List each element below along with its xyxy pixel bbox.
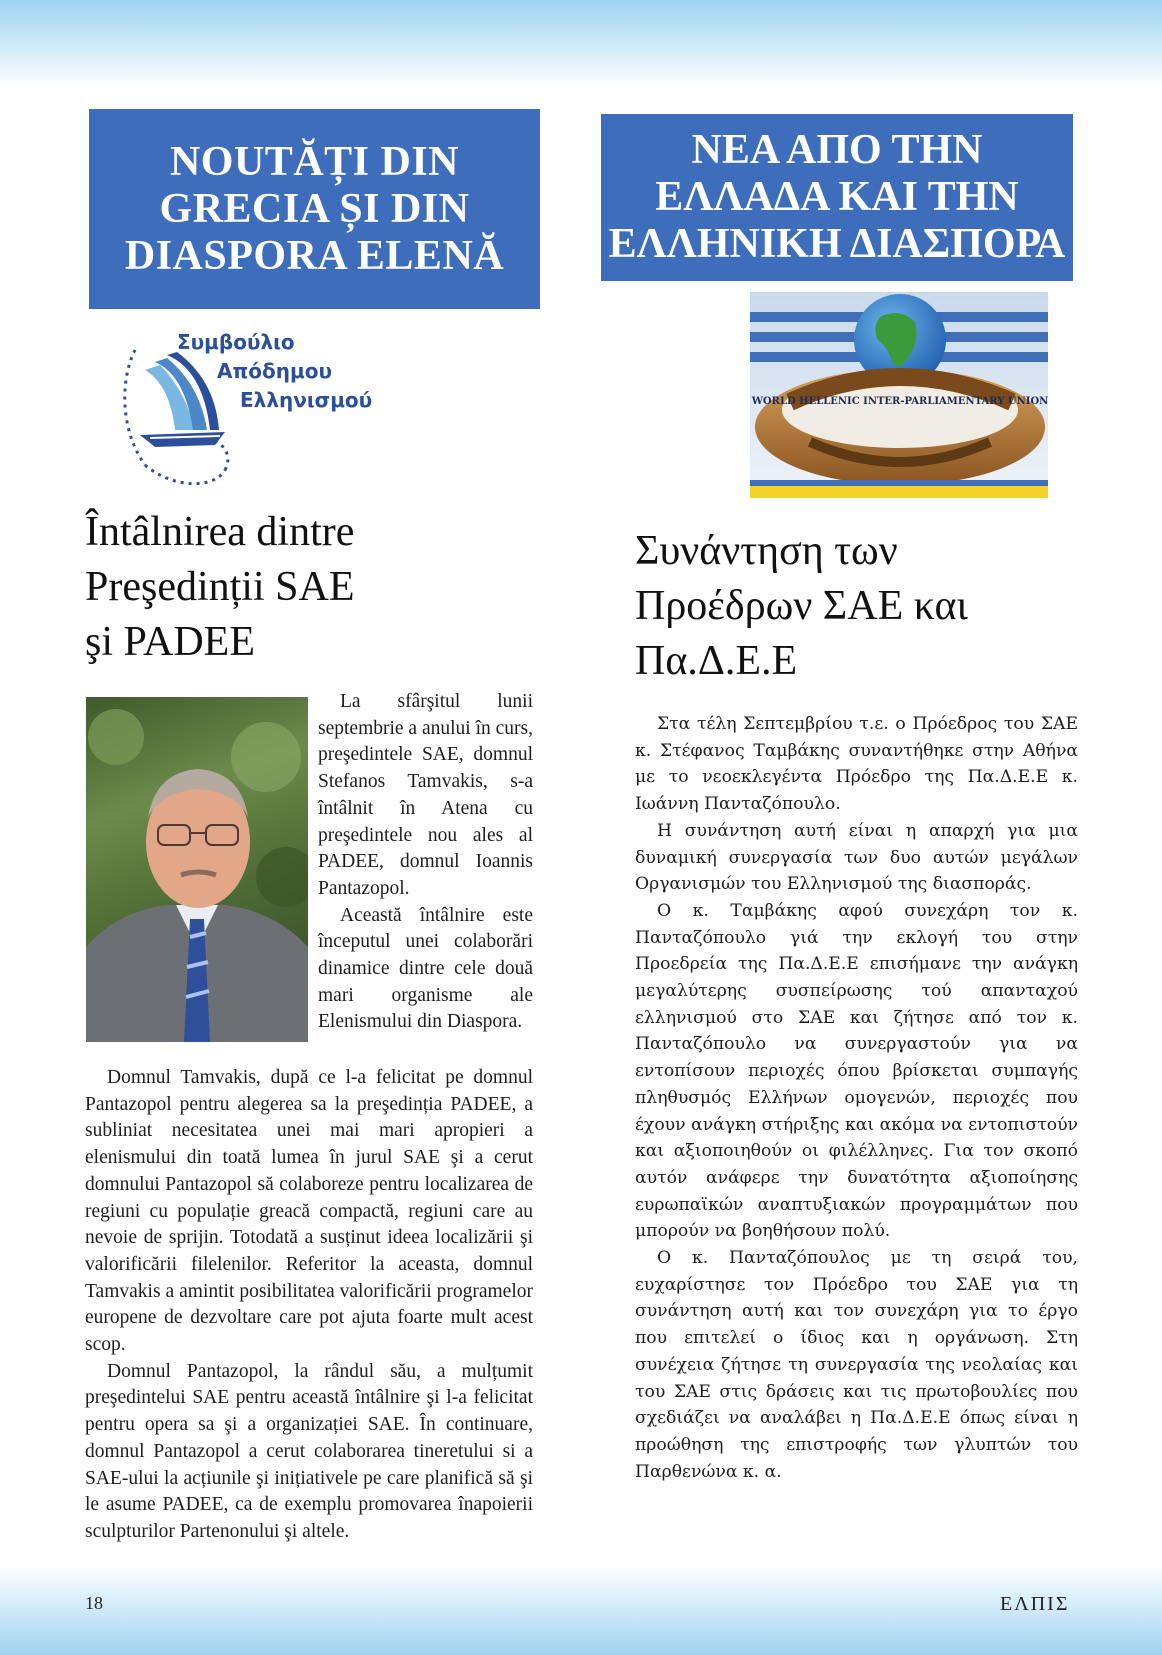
gr-paragraph-3: Ο κ. Ταμβάκης αφού συνεχάρη τον κ. Πανταζόπουλο γιά την εκλογή του στην Προεδρεία της Πα.Δ.Ε.Ε επισήμανε την ανάγκη μεγαλύτερης συσπείρωσης τού απανταχού ελληνισμού στο ΣΑΕ και ζήτησε από τον κ. Πανταζόπουλο να συνεργαστούν για να εντοπίσουν περιοχές όπου βρίσκεται συμπαγής πληθυσμός Ελλήνων ομογενών, περιοχές που έχουν ανάγκη στήριξης και ακόμα να εντοπιστούν και αξιοποιηθούν οι φιλέλληνες. Για τον σκοπό αυτόν ανάφερε την δυνατότητα αξιοποίησης ευρωπαϊκών αναπτυξιακών προγραμμάτων που μπορούν να βοηθήσουν πολύ. <box>635 900 1078 1242</box>
top-gradient-band <box>0 0 1162 90</box>
world-hellenic-band-text: WORLD HELLENIC INTER-PARLIAMENTARY UNION <box>751 396 1048 407</box>
ro-paragraph-2: Domnul Pantazopol, la rândul său, a mulțumit preşedintelui SAE pentru această întâlnire şi l-a felicitat pentru opera sa şi a organizației SAE. În continuare, domnul Pantazopol a cerut colaborarea tineretului si a SAE-ului la acțiunile şi inițiativele pe care planifică să şi le asume PADEE, ca de exemplu promovarea înapoierii sculpturilor Partenonului şi altele. <box>85 1360 533 1542</box>
page-number: 18 <box>85 1593 103 1613</box>
sae-ship-emblem-icon <box>115 330 365 495</box>
article-ro-body <box>85 1065 533 1546</box>
section-banner-greek <box>601 114 1073 281</box>
world-hellenic-logo <box>750 292 1048 498</box>
ro-side-paragraph-2: Această întâlnire este începutul unei colaborări dinamice dintre cele două mari organisme ale Elenismului din Diaspora. <box>318 904 533 1033</box>
heading-ro-line1: Întâlnirea dintre <box>85 509 355 555</box>
globe-emblem-icon <box>750 292 1048 498</box>
banner-title-ro: NOUTĂȚI DIN GRECIA ȘI DIN DIASPORA ELENĂ <box>124 138 505 279</box>
sae-logo-line3: Ελληνισμού <box>240 388 373 412</box>
gr-paragraph-2: Η συνάντηση αυτή είναι η απαρχή για μια δυναμική συνεργασία των δυο αυτών μεγάλων Οργανισμών του Ελληνισμού της διασποράς. <box>635 820 1078 895</box>
gr-paragraph-1: Στα τέλη Σεπτεμβρίου τ.ε. ο Πρόεδρος του ΣΑΕ κ. Στέφανος Ταμβάκης συναντήθηκε στην Αθήνα με το νεοεκλεγέντα Πρόεδρο της Πα.Δ.Ε.Ε κ. Ιωάννη Πανταζόπουλο. <box>635 714 1078 815</box>
sae-logo-line1: Συμβούλιο <box>177 330 295 354</box>
sae-logo <box>115 330 373 495</box>
sae-logo-line2: Απόδημου <box>217 359 332 383</box>
article-heading-gr <box>635 524 1085 689</box>
article-ro-side-text <box>318 689 533 1036</box>
ro-paragraph-1: Domnul Tamvakis, după ce l-a felicitat pe domnul Pantazopol pentru alegerea sa la preşedinția PADEE, a subliniat necesitatea unei mai mari apropieri a elenismului din toată lumea în jurul SAE şi a cerut domnului Pantazopol să colaboreze pentru localizarea de regiuni cu populație greacă compactă, regiuni care au nevoie de sprijin. Totodată a susținut ideea localizării şi valorificării filelenilor. Referitor la aceasta, domnul Tamvakis a amintit posibilitatea valorificării programelor europene de dezvoltare care pot ajuta foarte mult acest scop. <box>85 1067 533 1356</box>
portrait-man-icon <box>86 697 308 1042</box>
article-gr-body <box>635 711 1078 1485</box>
president-photo <box>86 697 308 1042</box>
heading-gr-line2: Προέδρων ΣΑΕ και <box>635 583 968 629</box>
magazine-name: ΕΛΠΙΣ <box>1000 1593 1070 1615</box>
banner-title-gr: ΝΕΑ ΑΠΟ ΤΗΝ ΕΛΛΑΔΑ ΚΑΙ ΤΗΝ ΕΛΛΗΝΙΚΗ ΔΙΑΣΠΟΡΑ <box>608 127 1066 267</box>
heading-gr-line3: Πα.Δ.Ε.Ε <box>635 638 798 684</box>
article-heading-ro <box>85 505 535 670</box>
bottom-gradient-band <box>0 1565 1162 1655</box>
section-banner-romanian <box>89 109 540 309</box>
heading-gr-line1: Συνάντηση των <box>635 528 898 574</box>
ro-side-paragraph-1: La sfârşitul lunii septembrie a anului în curs, preşedintele SAE, domnul Stefanos Tamvakis, s-a întâlnit în Atena cu preşedintele nou ales al PADEE, domnul Ioannis Pantazopol. <box>318 691 533 899</box>
gr-paragraph-4: Ο κ. Πανταζόπουλος με τη σειρά του, ευχαρίστησε τον Πρόεδρο του ΣΑΕ για τη συνάντηση αυτή και τον συνεχάρη για το έργο που επιτελεί ο ίδιος και η οργάνωση. Στη συνέχεια ζήτησε τη συνεργασία της νεολαίας και του ΣΑΕ στις δράσεις και τις πρωτοβουλίες που σχεδιάζει να αναλάβει η Πα.Δ.Ε.Ε όπως είναι η προώθηση της επιστροφής των γλυπτών του Παρθενώνα κ. α. <box>635 1248 1078 1482</box>
heading-ro-line3: şi PADEE <box>85 619 255 665</box>
heading-ro-line2: Preşedinții SAE <box>85 564 355 610</box>
